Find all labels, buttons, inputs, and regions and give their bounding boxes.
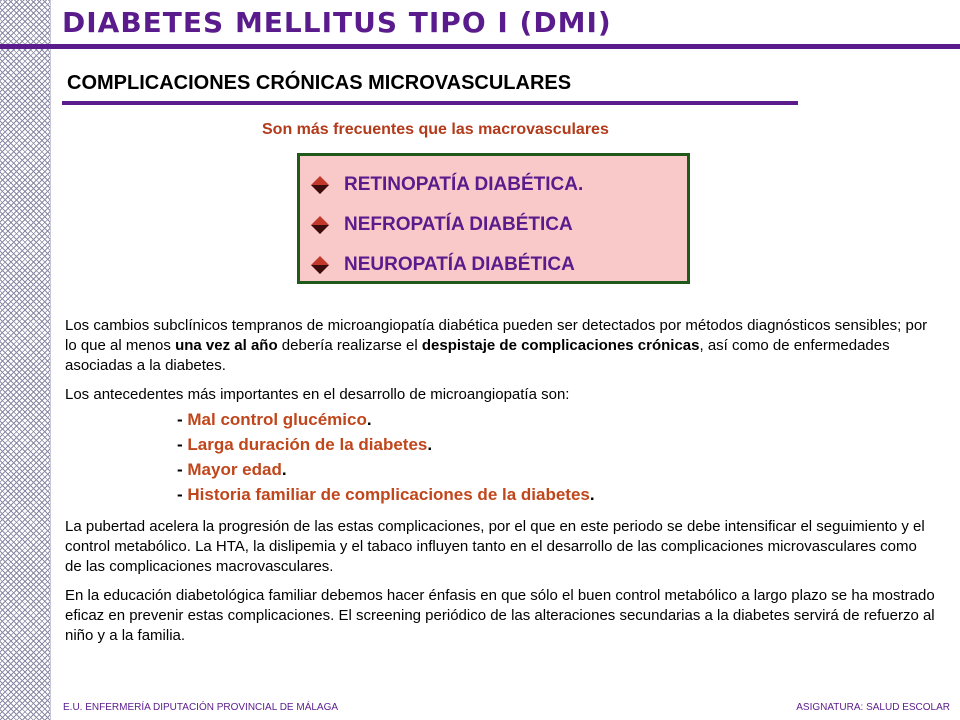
diamond-bullet-icon	[310, 215, 330, 235]
complication-label: RETINOPATÍA DIABÉTICA.	[344, 174, 584, 195]
risk-factor-item: - Mal control glucémico.	[177, 410, 372, 429]
complication-label: NEUROPATÍA DIABÉTICA	[344, 254, 575, 275]
risk-factor-label: Larga duración de la diabetes	[187, 435, 428, 454]
emphasis-text: una vez al año	[175, 337, 278, 354]
page-title: DIABETES MELLITUS TIPO I (DMI)	[62, 6, 612, 39]
risk-factor-label: Historia familiar de complicaciones de la diabetes	[187, 485, 590, 504]
section-divider	[62, 101, 798, 105]
paragraph-education: En la educación diabetológica familiar debemos hacer énfasis en que sólo el buen control metabólico a largo plazo se ha mostrado eficaz en prevenir estas complicaciones. El screening periódico de las alteraciones secundarias a la diabetes servirá de refuerzo al niño y a la familia.	[65, 587, 935, 644]
complication-item	[310, 245, 687, 285]
paragraph-puberty: La pubertad acelera la progresión de las estas complicaciones, por el que en este periodo se debe intensificar el seguimiento y el control metabólico. La HTA, la dislipemia y el tabaco influyen tanto en el desarrollo de las complicaciones microvasculares como de las complicaciones macrovasculares.	[65, 518, 925, 575]
risk-factor-item: - Larga duración de la diabetes.	[177, 435, 433, 454]
title-divider	[0, 44, 960, 49]
decorative-left-border	[0, 0, 51, 720]
paragraph-antecedents: Los antecedentes más importantes en el desarrollo de microangiopatía son:	[65, 386, 570, 403]
complication-item	[310, 205, 687, 245]
diamond-bullet-icon	[310, 255, 330, 275]
paragraph-screening	[65, 316, 935, 376]
body-text	[65, 316, 935, 655]
risk-factor-item: - Historia familiar de complicaciones de la diabetes.	[177, 485, 595, 504]
paragraph-text: Los cambios subclínicos tempranos de microangiopatía diabética pueden ser detectados por métodos diagnósticos sensibles; por lo que al menos	[65, 317, 928, 354]
complication-item	[310, 165, 687, 205]
risk-factor-label: Mal control glucémico	[187, 410, 367, 429]
paragraph-text: , así como de enfermedades asociadas a la diabetes.	[65, 337, 890, 374]
emphasis-text: despistaje de complicaciones crónicas	[421, 337, 700, 354]
footer-course: ASIGNATURA: SALUD ESCOLAR	[796, 702, 950, 713]
complication-label: NEFROPATÍA DIABÉTICA	[344, 214, 573, 235]
diamond-bullet-icon	[310, 175, 330, 195]
risk-factor-list	[177, 407, 935, 507]
subtitle: Son más frecuentes que las macrovasculares	[262, 121, 609, 138]
footer-institution: E.U. ENFERMERÍA DIPUTACIÓN PROVINCIAL DE MÁLAGA	[63, 702, 339, 713]
section-title: COMPLICACIONES CRÓNICAS MICROVASCULARES	[67, 72, 572, 94]
complications-box	[297, 153, 690, 284]
risk-factor-label: Mayor edad	[187, 460, 282, 479]
paragraph-text: debería realizarse el	[277, 337, 422, 354]
risk-factor-item: - Mayor edad.	[177, 460, 287, 479]
